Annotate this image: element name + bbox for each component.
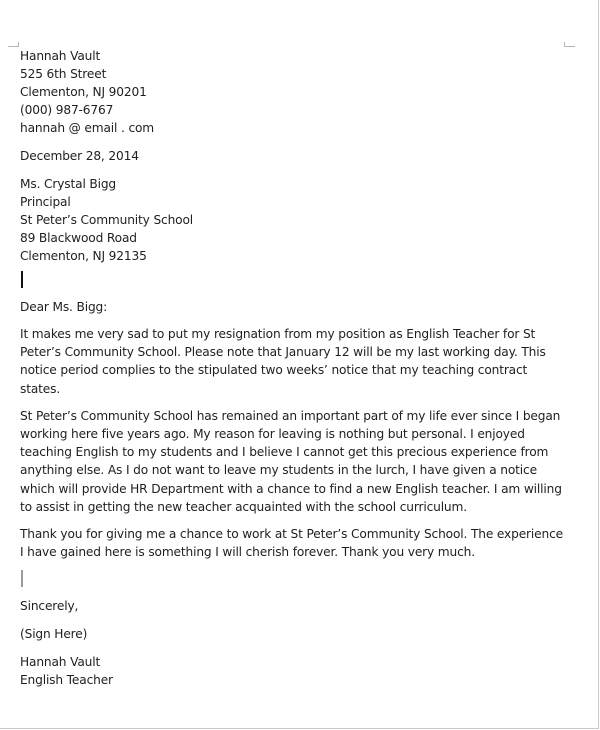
recipient-organization: St Peter’s Community School bbox=[20, 213, 194, 227]
recipient-address-block bbox=[20, 175, 570, 265]
letter-body[interactable] bbox=[20, 47, 570, 689]
text-cursor bbox=[21, 271, 23, 288]
recipient-title: Principal bbox=[20, 195, 71, 209]
sender-address-block bbox=[20, 47, 570, 137]
paragraph-marker bbox=[21, 570, 23, 587]
body-paragraph-1: It makes me very sad to put my resignation from my position as English Teacher for St Peter’s Community School. Please note that January 12 will be my last working day. This notice period complies to the stipulated two weeks’ notice that my teaching contract states. bbox=[20, 327, 546, 396]
letter-date: December 28, 2014 bbox=[20, 149, 139, 163]
sender-email: hannah @ email . com bbox=[20, 121, 155, 135]
closing: Sincerely, bbox=[20, 599, 79, 614]
sender-name: Hannah Vault bbox=[20, 49, 101, 63]
signature-placeholder: (Sign Here) bbox=[20, 627, 88, 642]
margin-corner-mark-top-left bbox=[8, 42, 19, 47]
body-paragraph-3: Thank you for giving me a chance to work at St Peter’s Community School. The experience I have gained here is something I will cherish forever. Thank you very much. bbox=[20, 527, 563, 560]
signer-title: English Teacher bbox=[20, 673, 113, 688]
recipient-name: Ms. Crystal Bigg bbox=[20, 177, 117, 191]
salutation: Dear Ms. Bigg: bbox=[20, 300, 108, 314]
recipient-street: 89 Blackwood Road bbox=[20, 231, 137, 245]
recipient-city: Clementon, NJ 92135 bbox=[20, 249, 147, 263]
body-paragraph-2: St Peter’s Community School has remained an important part of my life ever since I began working here five years ago. My reason for leaving is nothing but personal. I enjoyed teaching English to my students and I believe I cannot get this precious experience from anything else. As I do not want to leave my students in the lurch, I have given a notice which will provide HR Department with a chance to find a new English teacher. I am willing to assist in getting the new teacher acquainted with the school curriculum. bbox=[20, 408, 562, 514]
sender-phone: (000) 987-6767 bbox=[20, 103, 114, 117]
sender-street: 525 6th Street bbox=[20, 67, 107, 81]
sender-city: Clementon, NJ 90201 bbox=[20, 85, 147, 99]
signer-name: Hannah Vault bbox=[20, 655, 101, 670]
